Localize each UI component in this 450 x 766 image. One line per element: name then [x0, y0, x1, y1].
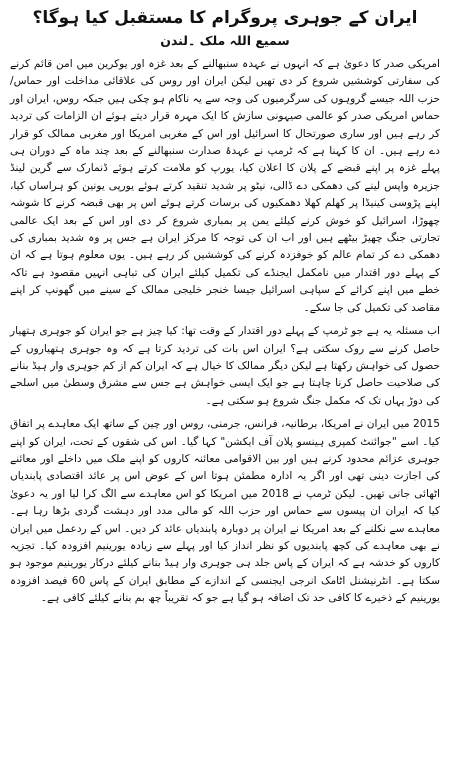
article-headline: ایران کے جوہری پروگرام کا مستقبل کیا ہوگا؟: [32, 8, 418, 28]
article-paragraph-1: امریکی صدر کا دعویٰ ہے کہ انہوں نے عہدہ سنبھالنے کے بعد غزہ اور یوکرین میں امن قائم کرنے کی سفارتی کوششیں شروع کر دی تھیں لیکن ایران اور روس کی علاقائی مداخلت اور حماس/حزب اللہ جیسے گروہوں کی سرگرمیوں کی وجہ سے یہ ناکام ہو چکی ہیں جبکہ روس، ایران اور حماس امریکی صدر کو عالمی صیہونی سازش کا ایک مہرہ قرار دیتے ہوئے ان الزامات کی تردید کر رہے ہیں اور ساری صورتحال کا اسرائیل اور اس کے مغربی امریکا اور مغربی ممالک کو قرار دے رہے ہیں۔ ان کا کہنا ہے کہ ٹرمپ نے عہدۂ صدارت سنبھالنے کے بعد چند ماہ کے دوران ہی پہلے غزہ پر اپنے قبضے کے پلان کا اعلان کیا، یورپ کو ملامت کرتے ہوئے ڈنمارک سے گرین لینڈ جزیرہ واپس لینے کی دھمکی دے ڈالی، نیٹو پر شدید تنقید کرتے ہوئے یورپی یونین کو ہراساں کیا، اپنے پڑوسی کینیڈا پر کھلم کھلا دھمکیوں کی برسات کرتے ہوئے اس پر بھی قبضہ کرنے کا شوشہ چھوڑا، اسرائیل کو خوش کرنے کیلئے یمن پر بمباری شروع کر دی اور اس کے بعد ایک عالمی تجارتی جنگ چھیڑ بیٹھے ہیں اور اب ان کی توجہ کا مرکز ایران ہے جس پر وہ شدید بمباری کی دھمکی دے کر تمام عالم کو خوفزدہ کرنے کی کوششیں کر رہے ہیں۔ یوں معلوم ہوتا ہے کہ ان کے پہلے دور اقتدار میں نامکمل ایجنڈے کی تکمیل کیلئے ایران کی تباہی انہیں مقصود ہے تاکہ خطے میں اپنے کرائے کے سپاہی اسرائیل جیسا خنجر خلیجی ممالک کے سینے میں گھونپ کر اپنے مقاصد کی تکمیل کی جا سکے۔: [10, 58, 440, 314]
article-paragraph-2: اب مسئلہ یہ ہے جو ٹرمپ کے پہلے دور اقتدار کے وقت تھا: کیا چیز ہے جو ایران کو جوہری ہتھیار حاصل کرنے سے روک سکتی ہے؟ ایران اس بات کی تردید کرتا ہے کہ وہ جوہری ہتھیاروں کے حصول کی خواہش رکھتا ہے لیکن دیگر ممالک کا خیال ہے کہ ایران کم از کم جوہری وار ہیڈ بنانے کی صلاحیت حاصل کرنا چاہتا ہے جو ایک ایسی خواہش ہے جس سے مشرق وسطیٰ میں اسلحے کی دوڑ یہاں تک کہ مکمل جنگ شروع ہو سکتی ہے۔: [10, 325, 440, 407]
article-paragraph-3: 2015 میں ایران نے امریکا، برطانیہ، فرانس، جرمنی، روس اور چین کے ساتھ ایک معاہدے پر اتفاق کیا۔ اسے "جوائنٹ کمپری ہینسو پلان آف ایکشن" کہا گیا۔ اس کی شقوں کے تحت، ایران کو اپنے جوہری عزائم محدود کرنے ہیں اور بین الاقوامی معائنہ کاروں کو اپنے ملک میں داخلے اور معائنے کی اجازت دینی تھی اور اگر یہ ادارہ مطمئن ہوتا اس کے عوض اس پر عائد اقتصادی پابندیاں اٹھائی جانی تھیں۔ لیکن ٹرمپ نے 2018 میں امریکا کو اس معاہدے سے الگ کرا لیا اور یہ دعویٰ کیا کہ ایران ان پیسوں سے حماس اور حزب اللہ کو مالی مدد اور دہشت گردی بڑھا رہا ہے۔ معاہدے سے نکلنے کے بعد امریکا نے ایران پر دوبارہ پابندیاں عائد کر دیں۔ اس کے ردعمل میں ایران نے بھی معاہدے کی کچھ پابندیوں کو نظر انداز کیا اور پہلے سے زیادہ یورینیم افزودہ کیا۔ تجزیہ کاروں کو خدشہ ہے کہ ایران کے پاس جلد ہی جوہری وار ہیڈ بنانے کیلئے درکار یورینیم موجود ہو سکتا ہے۔ انٹرنیشنل اٹامک انرجی ایجنسی کے اندازے کے مطابق ایران کے پاس 60 فیصد افزودہ یورینیم کے ذخیرے کا کافی حد تک اضافہ ہو گیا ہے جو کہ تقریباً چھ بم بنانے کیلئے کافی ہے۔: [10, 418, 441, 605]
article-byline: سمیع اللہ ملک ۔لندن: [160, 33, 290, 48]
